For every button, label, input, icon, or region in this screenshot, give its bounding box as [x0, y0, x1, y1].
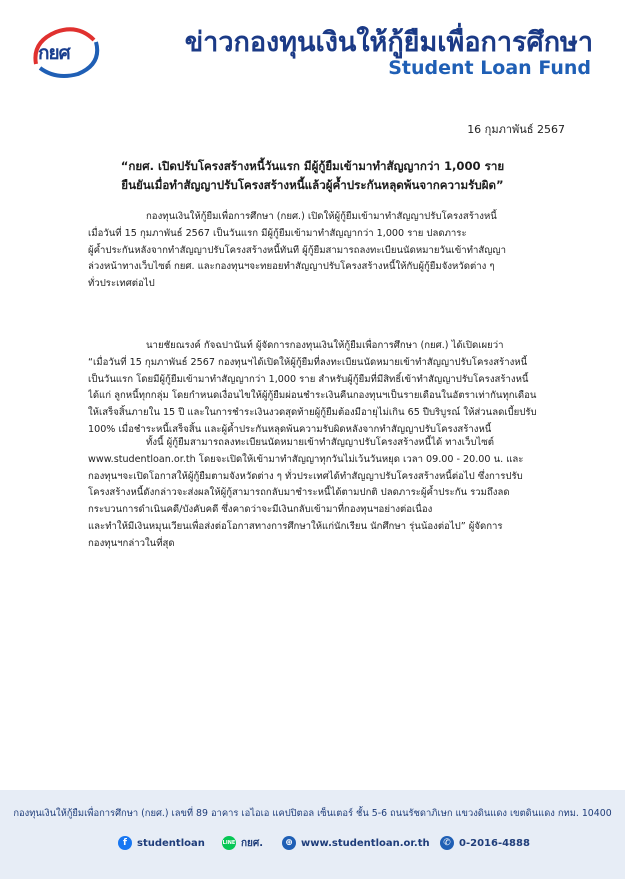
- paragraph-line: ได้แก่ ลูกหนี้ทุกกลุ่ม โดยกำหนดเงื่อนไขให้ผู้กู้ยืมผ่อนชำระเงินคืนกองทุนฯเป็นรายเดือนในอัตราเท่ากันทุกเดือน: [88, 390, 537, 402]
- facebook-label: studentloan: [137, 837, 205, 849]
- line-label: กยศ.: [241, 837, 264, 849]
- page-title-english: Student Loan Fund: [388, 57, 591, 79]
- paragraph-line: กองทุนฯกล่าวในที่สุด: [88, 537, 175, 549]
- paragraph-line: กองทุนเงินให้กู้ยืมเพื่อการศึกษา (กยศ.) เปิดให้ผู้กู้ยืมเข้ามาทำสัญญาปรับโครงสร้างหนี้: [146, 211, 497, 222]
- paragraph-line: โครงสร้างหนี้ดังกล่าวจะส่งผลให้ผู้กู้สามารถกลับมาชำระหนี้ได้ตามปกติ ปลดภาระผู้ค้ำประกัน รวมถึงลด: [88, 487, 510, 499]
- headline-line-1: “กยศ. เปิดปรับโครงสร้างหนี้วันแรก มีผู้กู้ยืมเข้ามาทำสัญญากว่า 1,000 ราย: [120, 159, 505, 173]
- paragraph-line: 100% เมื่อชำระหนี้เสร็จสิ้น และผู้ค้ำประกันหลุดพ้นความรับผิดหลังจากทำสัญญาปรับโครงสร้างหนี้: [88, 423, 492, 435]
- paragraph-line: ล่วงหน้าทางเว็บไซต์ กยศ. และกองทุนฯจะทยอยทำสัญญาปรับโครงสร้างหนี้ให้กับผู้กู้ยืมจังหวัดต่าง ๆ: [88, 261, 495, 273]
- paragraph-line: กระบวนการดำเนินคดี/บังคับคดี ซึ่งคาดว่าจะมีเงินกลับเข้ามาที่กองทุนฯอย่างต่อเนื่อง: [88, 504, 433, 516]
- line-icon: LINE: [222, 836, 236, 850]
- paragraph-1: [88, 209, 576, 293]
- footer-address: กองทุนเงินให้กู้ยืมเพื่อการศึกษา (กยศ.) เลขที่ 89 อาคาร เอไอเอ แคปปิตอล เซ็นเตอร์ ชั้น 5-6 ถนนรัชดาภิเษก แขวงดินแดง เขตดินแดง กทม. 10400: [13, 808, 612, 819]
- paragraph-line: เมื่อวันที่ 15 กุมภาพันธ์ 2567 เป็นวันแรก มีผู้กู้ยืมเข้ามาทำสัญญากว่า 1,000 ราย ปลดภาระ: [88, 227, 467, 239]
- headline-line-2: ยืนยันเมื่อทำสัญญาปรับโครงสร้างหนี้แล้วผู้ค้ำประกันหลุดพ้นจากความรับผิด”: [121, 178, 504, 192]
- globe-icon: ⊕: [282, 836, 296, 850]
- facebook-contact[interactable]: [118, 835, 205, 851]
- paragraph-line: ทั้งนี้ ผู้กู้ยืมสามารถลงทะเบียนนัดหมายเข้าทำสัญญาปรับโครงสร้างหนี้ได้ ทางเว็บไซต์: [146, 437, 494, 448]
- paragraph-line: กองทุนฯจะเปิดโอกาสให้ผู้กู้ยืมตามจังหวัดต่าง ๆ ทั่วประเทศได้ทำสัญญาปรับโครงสร้างหนี้ต่อไป ซึ่งการปรับ: [88, 470, 523, 482]
- paragraph-line: ทั่วประเทศต่อไป: [88, 278, 155, 290]
- line-contact[interactable]: [222, 835, 263, 851]
- paragraph-line: นายชัยณรงค์ กัจฉปานันท์ ผู้จัดการกองทุนเงินให้กู้ยืมเพื่อการศึกษา (กยศ.) ได้เปิดเผยว่า: [146, 340, 504, 351]
- paragraph-line: “เมื่อวันที่ 15 กุมภาพันธ์ 2567 กองทุนฯได้เปิดให้ผู้กู้ยืมที่ลงทะเบียนนัดหมายเข้าทำสัญญาปรับโครงสร้างหนี้: [88, 356, 528, 368]
- paragraph-line: ผู้ค้ำประกันหลังจากทำสัญญาปรับโครงสร้างหนี้ทันที ผู้กู้ยืมสามารถลงทะเบียนนัดหมายวันเข้าทำสัญญา: [88, 244, 506, 256]
- facebook-icon: f: [118, 836, 132, 850]
- website-label: www.studentloan.or.th: [301, 837, 430, 849]
- phone-label: 0-2016-4888: [459, 837, 530, 849]
- phone-contact[interactable]: [440, 835, 530, 851]
- header: [0, 0, 625, 100]
- paragraph-line: ให้เสร็จสิ้นภายใน 15 ปี และในการชำระเงินงวดสุดท้ายผู้กู้ยืมต้องมีอายุไม่เกิน 65 ปีบริบูรณ์ ให้ส่วนลดเบี้ยปรับ: [88, 407, 537, 419]
- paragraph-3: [88, 435, 576, 553]
- paragraph-line: www.studentloan.or.th โดยจะเปิดให้เข้ามาทำสัญญาทุกวันไม่เว้นวันหยุด เวลา 09.00 - 20.00 น. และ: [88, 453, 524, 465]
- website-link[interactable]: [282, 835, 430, 851]
- paragraph-line: เป็นวันแรก โดยมีผู้กู้ยืมเข้ามาทำสัญญากว่า 1,000 ราย สำหรับผู้กู้ยืมที่มีสิทธิ์เข้าทำสัญญาปรับโครงสร้างหนี้: [88, 373, 529, 385]
- phone-icon: ✆: [440, 836, 454, 850]
- paragraph-2: [88, 338, 576, 439]
- publish-date: 16 กุมภาพันธ์ 2567: [467, 123, 565, 136]
- paragraph-line: และทำให้มีเงินหมุนเวียนเพื่อส่งต่อโอกาสทางการศึกษาให้แก่นักเรียน นักศึกษา รุ่นน้องต่อไป” ผู้จัดการ: [88, 520, 503, 532]
- page-title-thai: ข่าวกองทุนเงินให้กู้ยืมเพื่อการศึกษา: [184, 27, 593, 58]
- logo-text: กยศ: [38, 42, 70, 64]
